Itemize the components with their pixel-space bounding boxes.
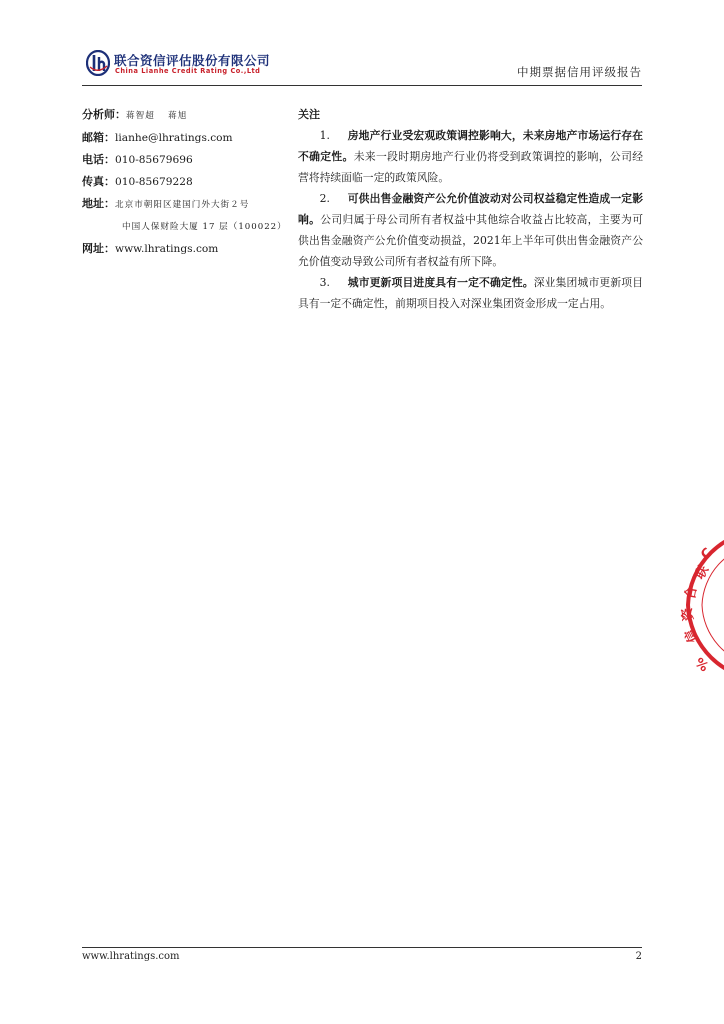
svg-text:C: C	[698, 545, 716, 563]
analyst-label: 分析师：	[82, 108, 126, 121]
concern-item-2	[298, 188, 643, 272]
phone-label: 电话：	[82, 153, 115, 166]
phone-row	[82, 149, 292, 171]
company-seal-stamp	[676, 520, 724, 690]
concern-bold-text: 房地产行业受宏观政策调控影响大，未来房地产市场运行存在不确定性。	[298, 129, 643, 163]
svg-text:合: 合	[683, 585, 701, 601]
email-label: 邮箱：	[82, 131, 115, 144]
concern-body-text: 未来一段时期房地产行业仍将受到政策调控的影响，公司经营将持续面临一定的政策风险。	[298, 150, 644, 184]
concern-body-text: 深业集团城市更新项目具有一定不确定性，前期项目投入对深业集团资金形成一定占用。	[298, 276, 643, 310]
concern-item-3	[298, 272, 643, 314]
report-type-title: 中期票据信用评级报告	[517, 65, 642, 79]
website-row	[82, 238, 292, 260]
concerns-section	[298, 104, 643, 314]
fax-row	[82, 171, 292, 193]
analyst-value: 蒋智超 蒋旭	[126, 111, 188, 121]
seal-icon	[676, 520, 724, 690]
fax-label: 传真：	[82, 175, 115, 188]
address-row-2	[82, 216, 292, 238]
footer-website[interactable]: www.lhratings.com	[82, 951, 180, 962]
svg-text:信: 信	[682, 626, 702, 645]
concern-number: 2.	[319, 192, 330, 205]
svg-text:资: 资	[679, 606, 697, 622]
address-label: 地址：	[82, 197, 115, 210]
svg-text:%: %	[692, 653, 713, 674]
concern-number: 3.	[319, 276, 330, 289]
company-name-cn: 联合资信评估股份有限公司	[114, 53, 271, 68]
address-line1: 北京市朝阳区建国门外大街２号	[115, 200, 250, 210]
contact-info	[82, 104, 292, 260]
page-header	[82, 48, 642, 88]
website-value[interactable]: www.lhratings.com	[115, 243, 219, 255]
header-divider	[82, 85, 642, 86]
lianhe-logo-icon	[86, 50, 110, 76]
website-label: 网址：	[82, 242, 115, 255]
address-line2: 中国人保财险大厦 17 层（100022）	[122, 222, 287, 232]
concerns-heading: 关注	[298, 108, 320, 121]
concern-number: 1.	[319, 129, 330, 142]
footer-divider	[82, 947, 642, 948]
fax-value: 010-85679228	[115, 176, 193, 188]
company-name-en: China Lianhe Credit Rating Co.,Ltd	[115, 67, 261, 75]
concern-item-1	[298, 125, 643, 188]
svg-text:联: 联	[692, 563, 712, 582]
concern-bold-text: 城市更新项目进度具有一定不确定性。	[347, 276, 534, 289]
analyst-row	[82, 104, 292, 127]
phone-value: 010-85679696	[115, 154, 193, 166]
email-value[interactable]: lianhe@lhratings.com	[115, 132, 233, 144]
address-row	[82, 193, 292, 216]
concern-body-text: 公司归属于母公司所有者权益中其他综合收益占比较高，主要为可供出售金融资产公允价值变动损益，2021年上半年可供出售金融资产公允价值变动导致公司所有者权益有所下降。	[298, 213, 643, 268]
email-row	[82, 127, 292, 149]
concern-bold-text: 可供出售金融资产公允价值波动对公司权益稳定性造成一定影响。	[298, 192, 643, 226]
page-number: 2	[635, 951, 642, 962]
